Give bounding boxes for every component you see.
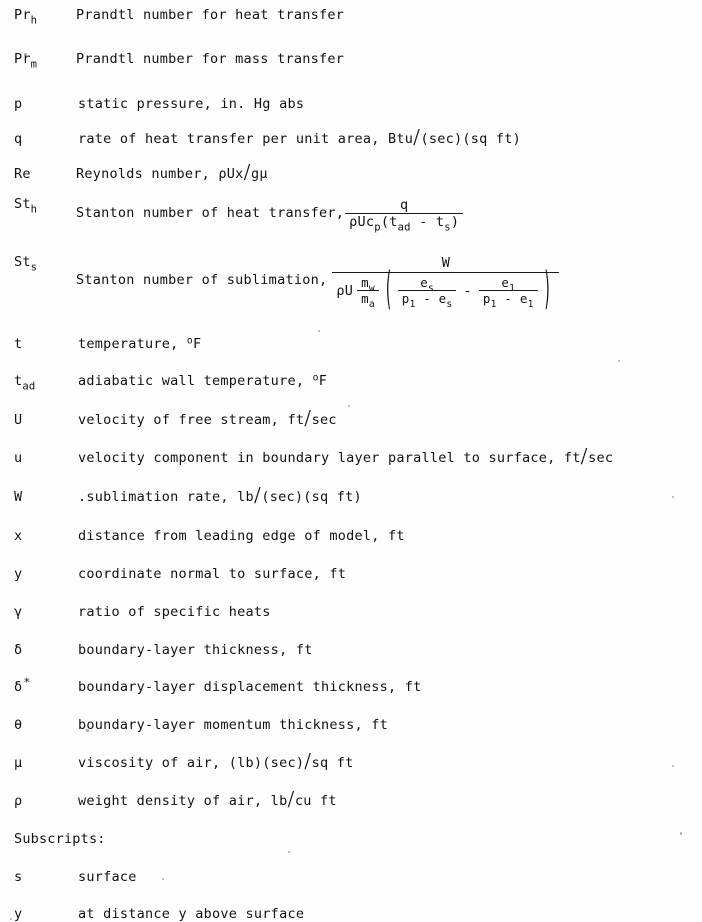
symbol-description: ratio of specific heats	[78, 604, 271, 620]
fraction-denominator: $\rho Uc_p(t_{ad} - t_s)$	[345, 213, 463, 229]
slash-glyph: /	[253, 484, 262, 508]
paren-open: (	[384, 265, 393, 316]
scan-speck	[10, 918, 12, 920]
scan-speck	[348, 405, 350, 407]
symbol-description: weight density of air, lb/cu ft	[78, 788, 337, 812]
scan-speck	[672, 496, 674, 498]
symbol: y	[14, 566, 23, 582]
symbol-description: coordinate normal to surface, ft	[78, 566, 347, 582]
symbol-description: boundary-layer displacement thickness, ft	[78, 679, 422, 695]
symbol-description: adiabatic wall temperature, $^o$F	[78, 372, 328, 389]
symbol-description: rate of heat transfer per unit area, Btu/(sec)(sq ft)	[78, 126, 522, 150]
slash-glyph: /	[286, 788, 296, 812]
scan-speck	[680, 832, 682, 835]
symbol: U	[14, 412, 23, 428]
asterisk-superscript: *	[23, 675, 31, 690]
fraction-numerator: $e_1$	[501, 275, 516, 295]
symbol-description: velocity of free stream, ft/sec	[78, 407, 337, 431]
degree-symbol: o	[186, 335, 194, 347]
symbol: t	[14, 336, 23, 352]
slash-glyph: /	[303, 750, 313, 774]
fraction-denominator: $p_1 - e_1$	[479, 290, 538, 305]
symbol: $St_s$	[14, 254, 38, 274]
stanton-sublimation-fraction	[332, 255, 559, 316]
minus-operator: -	[463, 282, 472, 299]
symbol: p	[14, 96, 23, 112]
symbol-description: boundary-layer momentum thickness, ft	[78, 717, 388, 733]
symbol-description: distance from leading edge of model, ft	[78, 528, 405, 544]
symbol: δ*	[14, 675, 31, 695]
symbol-description	[76, 197, 464, 234]
symbol-description	[76, 255, 560, 316]
symbol-description: viscosity of air, (lb)(sec)/sq ft	[78, 750, 354, 774]
symbol: y	[14, 906, 23, 922]
symbol-description: temperature, $^o$F	[78, 335, 202, 352]
fraction-numerator: q	[399, 197, 409, 213]
fraction-denominator: $p_1 - e_s$	[398, 290, 457, 305]
symbol-description: .sublimation rate, lb/(sec)(sq ft)	[78, 484, 362, 508]
degree-symbol: o	[312, 372, 319, 384]
vapor-pressure-left-fraction	[398, 275, 457, 311]
symbol: θ	[14, 717, 23, 733]
mass-ratio-fraction	[357, 275, 379, 311]
symbol: $Pr_m$	[14, 51, 38, 71]
symbol: q	[14, 131, 23, 147]
symbol-description: surface	[78, 869, 137, 885]
symbol: γ	[14, 604, 23, 620]
symbol: x	[14, 528, 23, 544]
symbol-description: Reynolds number, ρUx/gμ	[76, 161, 268, 185]
symbol: δ	[14, 642, 23, 658]
symbol: $St_h$	[14, 196, 38, 216]
vapor-pressure-right-fraction	[479, 275, 538, 311]
symbol-description: boundary-layer thickness, ft	[78, 642, 313, 658]
fraction-numerator: W	[441, 255, 451, 271]
symbol-description: Prandtl number for mass transfer	[76, 51, 345, 67]
fraction-numerator: $e_s$	[420, 275, 434, 295]
symbol-description: at distance y above surface	[78, 906, 305, 922]
symbol-description: Prandtl number for heat transfer	[76, 7, 345, 23]
paren-close: )	[542, 265, 552, 316]
slash-glyph: /	[412, 126, 421, 150]
symbol: W	[14, 489, 23, 505]
denominator-lead: ρU	[336, 282, 354, 299]
fraction-denominator: $m_a$	[357, 290, 379, 305]
scan-speck	[162, 878, 164, 880]
stanton-heat-fraction	[345, 197, 463, 234]
symbol-description: velocity component in boundary layer parallel to surface, ft/sec	[78, 445, 614, 469]
fraction-numerator: $m_w$	[361, 275, 375, 295]
scan-speck	[672, 765, 674, 767]
symbol: ρ	[14, 793, 23, 809]
scan-speck	[318, 330, 320, 332]
slash-glyph: /	[303, 407, 313, 431]
scan-speck	[618, 360, 620, 362]
symbol-description: static pressure, in. Hg abs	[78, 96, 305, 112]
fraction-denominator	[332, 265, 559, 316]
symbol: Re	[14, 166, 31, 182]
symbol: μ	[14, 755, 23, 771]
symbol: u	[14, 450, 23, 466]
symbol: $t_{ad}$	[14, 373, 36, 393]
description-text: Stanton number of heat transfer,	[76, 204, 345, 221]
scan-speck	[288, 851, 290, 853]
symbol: s	[14, 869, 23, 885]
slash-glyph: /	[243, 161, 252, 185]
description-text: Stanton number of sublimation,	[76, 271, 328, 288]
symbol: $Pr_h$	[14, 7, 38, 27]
subscripts-heading: Subscripts:	[14, 831, 106, 847]
slash-glyph: /	[580, 445, 589, 469]
